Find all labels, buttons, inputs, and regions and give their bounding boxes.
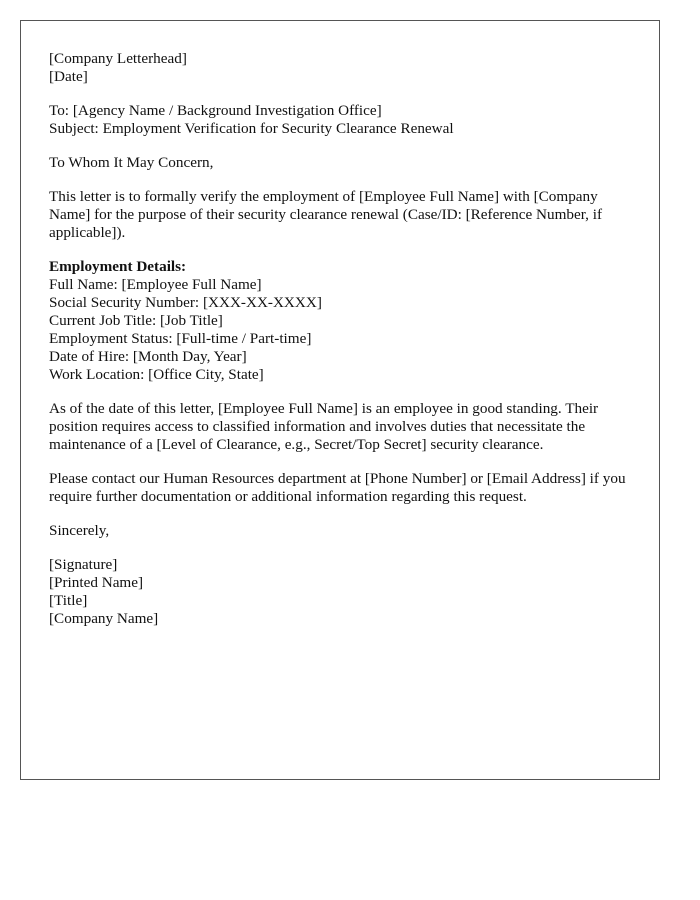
subject-line: Subject: Employment Verification for Security Clearance Renewal: [49, 120, 454, 137]
standing-paragraph-text: As of the date of this letter, [Employee Full Name] is an employee in good standing. Their position requires access to classified information and involves duties that necessitate the maintenance of a [Level of Clearance, e.g., Secret/Top Secret] security clearance.: [49, 400, 599, 453]
standing-paragraph: [49, 400, 639, 454]
detail-work-location: Work Location: [Office City, State]: [49, 366, 264, 383]
signer-title: [Title]: [49, 592, 88, 609]
detail-hire-date: Date of Hire: [Month Day, Year]: [49, 348, 247, 365]
salutation: [49, 154, 639, 172]
signature-block: [49, 556, 639, 628]
contact-paragraph-text: Please contact our Human Resources department at [Phone Number] or [Email Address] if you require further documentation or additional information regarding this request.: [49, 470, 626, 505]
employment-details-heading: Employment Details:: [49, 258, 187, 275]
signer-company: [Company Name]: [49, 610, 159, 627]
letter-header: [49, 50, 639, 86]
letter-date: [Date]: [49, 68, 88, 85]
detail-job-title: Current Job Title: [Job Title]: [49, 312, 223, 329]
letter-page: [20, 20, 660, 780]
letter-body: [49, 50, 639, 644]
detail-ssn: Social Security Number: [XXX-XX-XXXX]: [49, 294, 322, 311]
company-letterhead: [Company Letterhead]: [49, 50, 187, 67]
detail-employment-status: Employment Status: [Full-time / Part-time]: [49, 330, 312, 347]
intro-paragraph: [49, 188, 639, 242]
employment-details: [49, 258, 639, 384]
recipient-line: To: [Agency Name / Background Investigation Office]: [49, 102, 382, 119]
signature-placeholder: [Signature]: [49, 556, 118, 573]
closing: [49, 522, 639, 540]
intro-paragraph-text: This letter is to formally verify the employment of [Employee Full Name] with [Company Name] for the purpose of their security clearance renewal (Case/ID: [Reference Number, if applicable]).: [49, 188, 603, 241]
salutation-text: To Whom It May Concern,: [49, 154, 214, 171]
recipient-block: [49, 102, 639, 138]
closing-text: Sincerely,: [49, 522, 110, 539]
printed-name: [Printed Name]: [49, 574, 144, 591]
detail-full-name: Full Name: [Employee Full Name]: [49, 276, 262, 293]
contact-paragraph: [49, 470, 639, 506]
